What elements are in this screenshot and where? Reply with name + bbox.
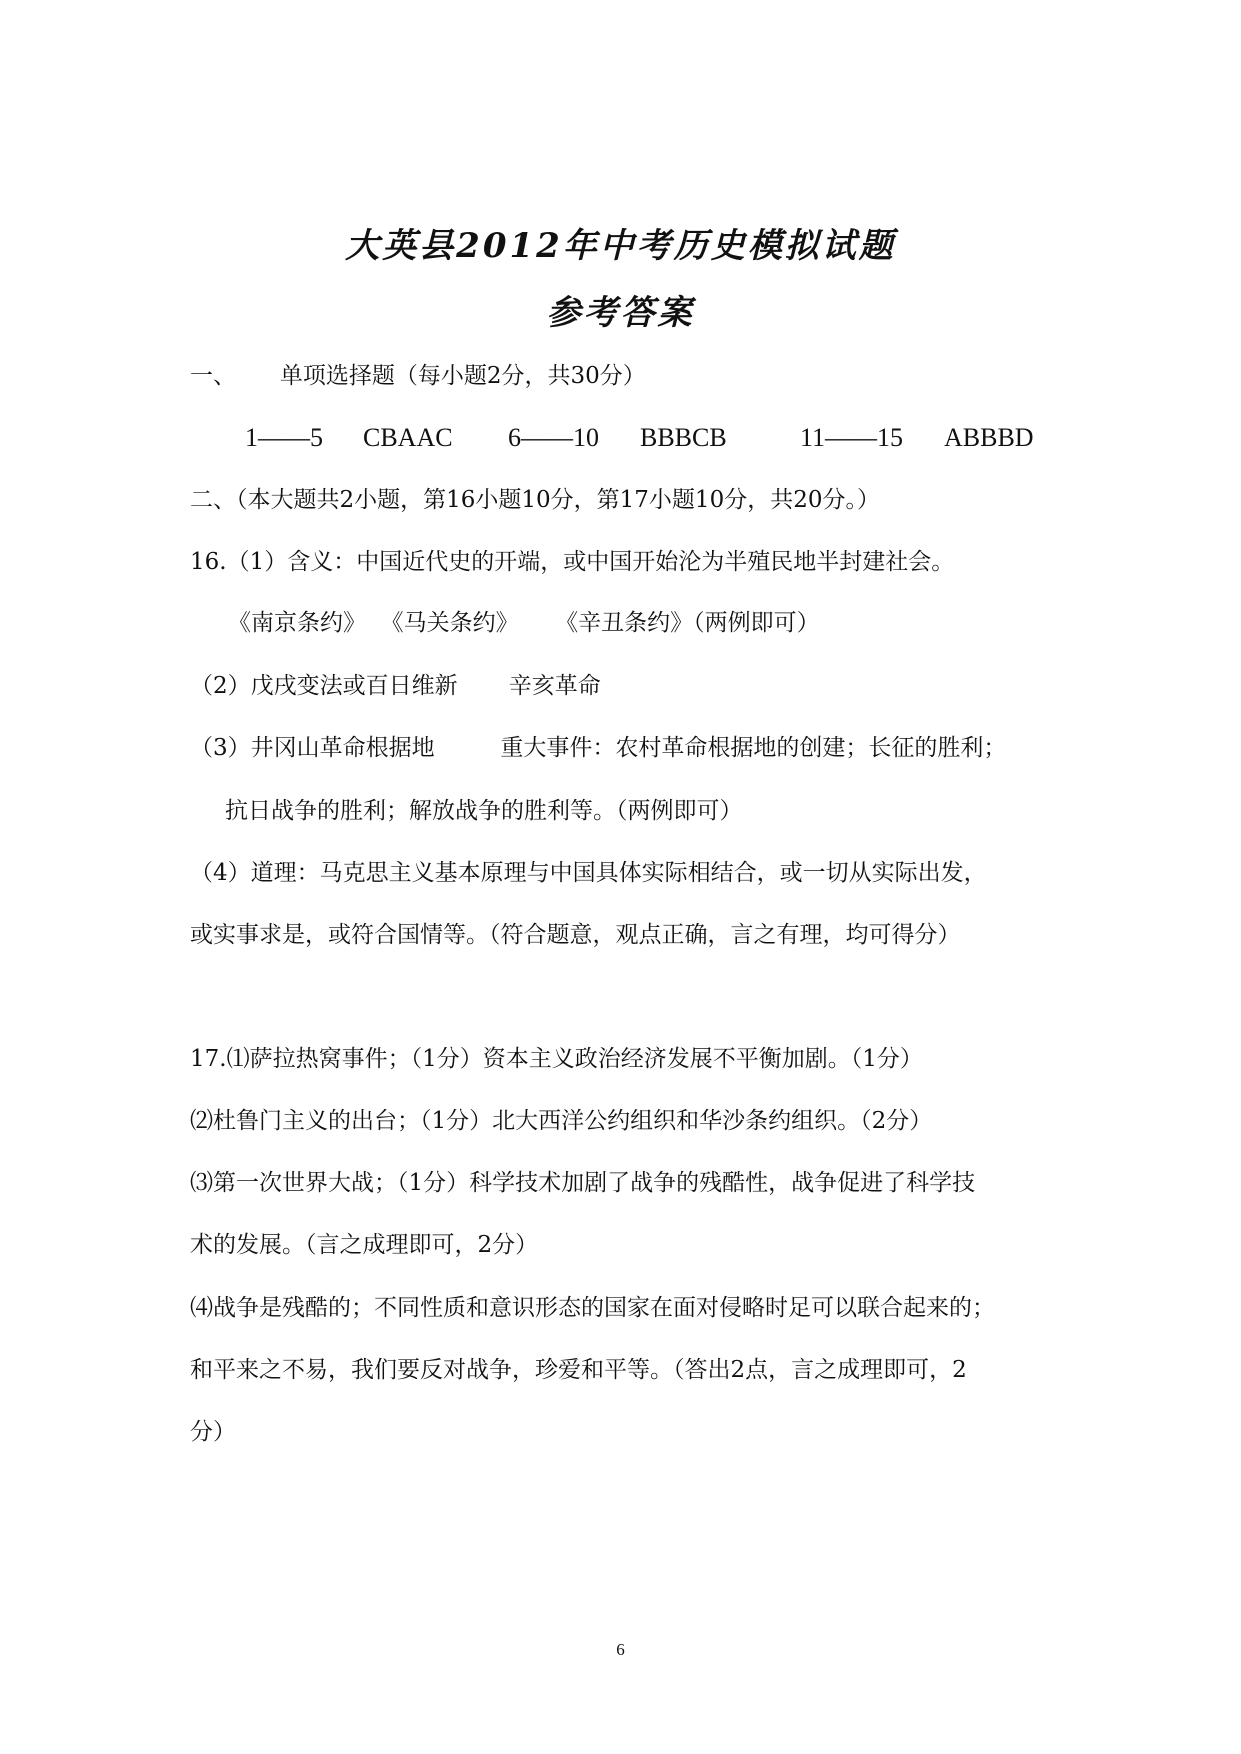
- q17-line-4: 术的发展。（言之成理即可，2分）: [190, 1232, 539, 1258]
- answer-value-1: CBAAC: [363, 423, 453, 452]
- q17-line-6: 和平来之不易，我们要反对战争，珍爱和平等。（答出2点，言之成理即可，2: [190, 1357, 967, 1383]
- answer-value-2: BBBCB: [640, 423, 727, 452]
- q16-line-5: 抗日战争的胜利；解放战争的胜利等。（两例即可）: [225, 798, 743, 824]
- section2-heading: 二、（本大题共2小题，第16小题10分，第17小题10分，共20分。）: [190, 487, 880, 513]
- q16-line-6: （4）道理：马克思主义基本原理与中国具体实际相结合，或一切从实际出发，: [190, 860, 987, 886]
- answer-range-2: 6——10: [508, 423, 599, 452]
- q16-line-3: （2）戊戌变法或百日维新 辛亥革命: [190, 673, 601, 699]
- answer-value-3: ABBBD: [944, 423, 1034, 452]
- page-title: 大英县2012年中考历史模拟试题: [345, 226, 896, 266]
- q16-line-1: 16.（1）含义：中国近代史的开端，或中国开始沦为半殖民地半封建社会。: [190, 549, 955, 575]
- q16-line-7: 或实事求是，或符合国情等。（符合题意，观点正确，言之有理，均可得分）: [190, 922, 961, 948]
- q17-line-7: 分）: [190, 1419, 236, 1445]
- section1-heading: 一、 单项选择题（每小题2分，共30分）: [190, 363, 646, 389]
- q17-line-5: ⑷战争是残酷的；不同性质和意识形态的国家在面对侵略时足可以联合起来的；: [190, 1295, 995, 1321]
- q17-line-2: ⑵杜鲁门主义的出台；（1分）北大西洋公约组织和华沙条约组织。（2分）: [190, 1108, 933, 1134]
- answer-range-1: 1——5: [245, 423, 323, 452]
- q16-line-2: 《南京条约》 《马关条约》 《辛丑条约》（两例即可）: [228, 610, 820, 636]
- page-number: 6: [616, 1640, 625, 1659]
- q17-line-3: ⑶第一次世界大战；（1分）科学技术加剧了战争的残酷性，战争促进了科学技: [190, 1170, 976, 1196]
- answer-range-3: 11——15: [800, 423, 904, 452]
- q16-line-4: （3）井冈山革命根据地 重大事件：农村革命根据地的创建；长征的胜利；: [190, 735, 1007, 761]
- page-subtitle: 参考答案: [546, 293, 695, 333]
- q17-line-1: 17.⑴萨拉热窝事件；（1分）资本主义政治经济发展不平衡加剧。（1分）: [190, 1046, 923, 1072]
